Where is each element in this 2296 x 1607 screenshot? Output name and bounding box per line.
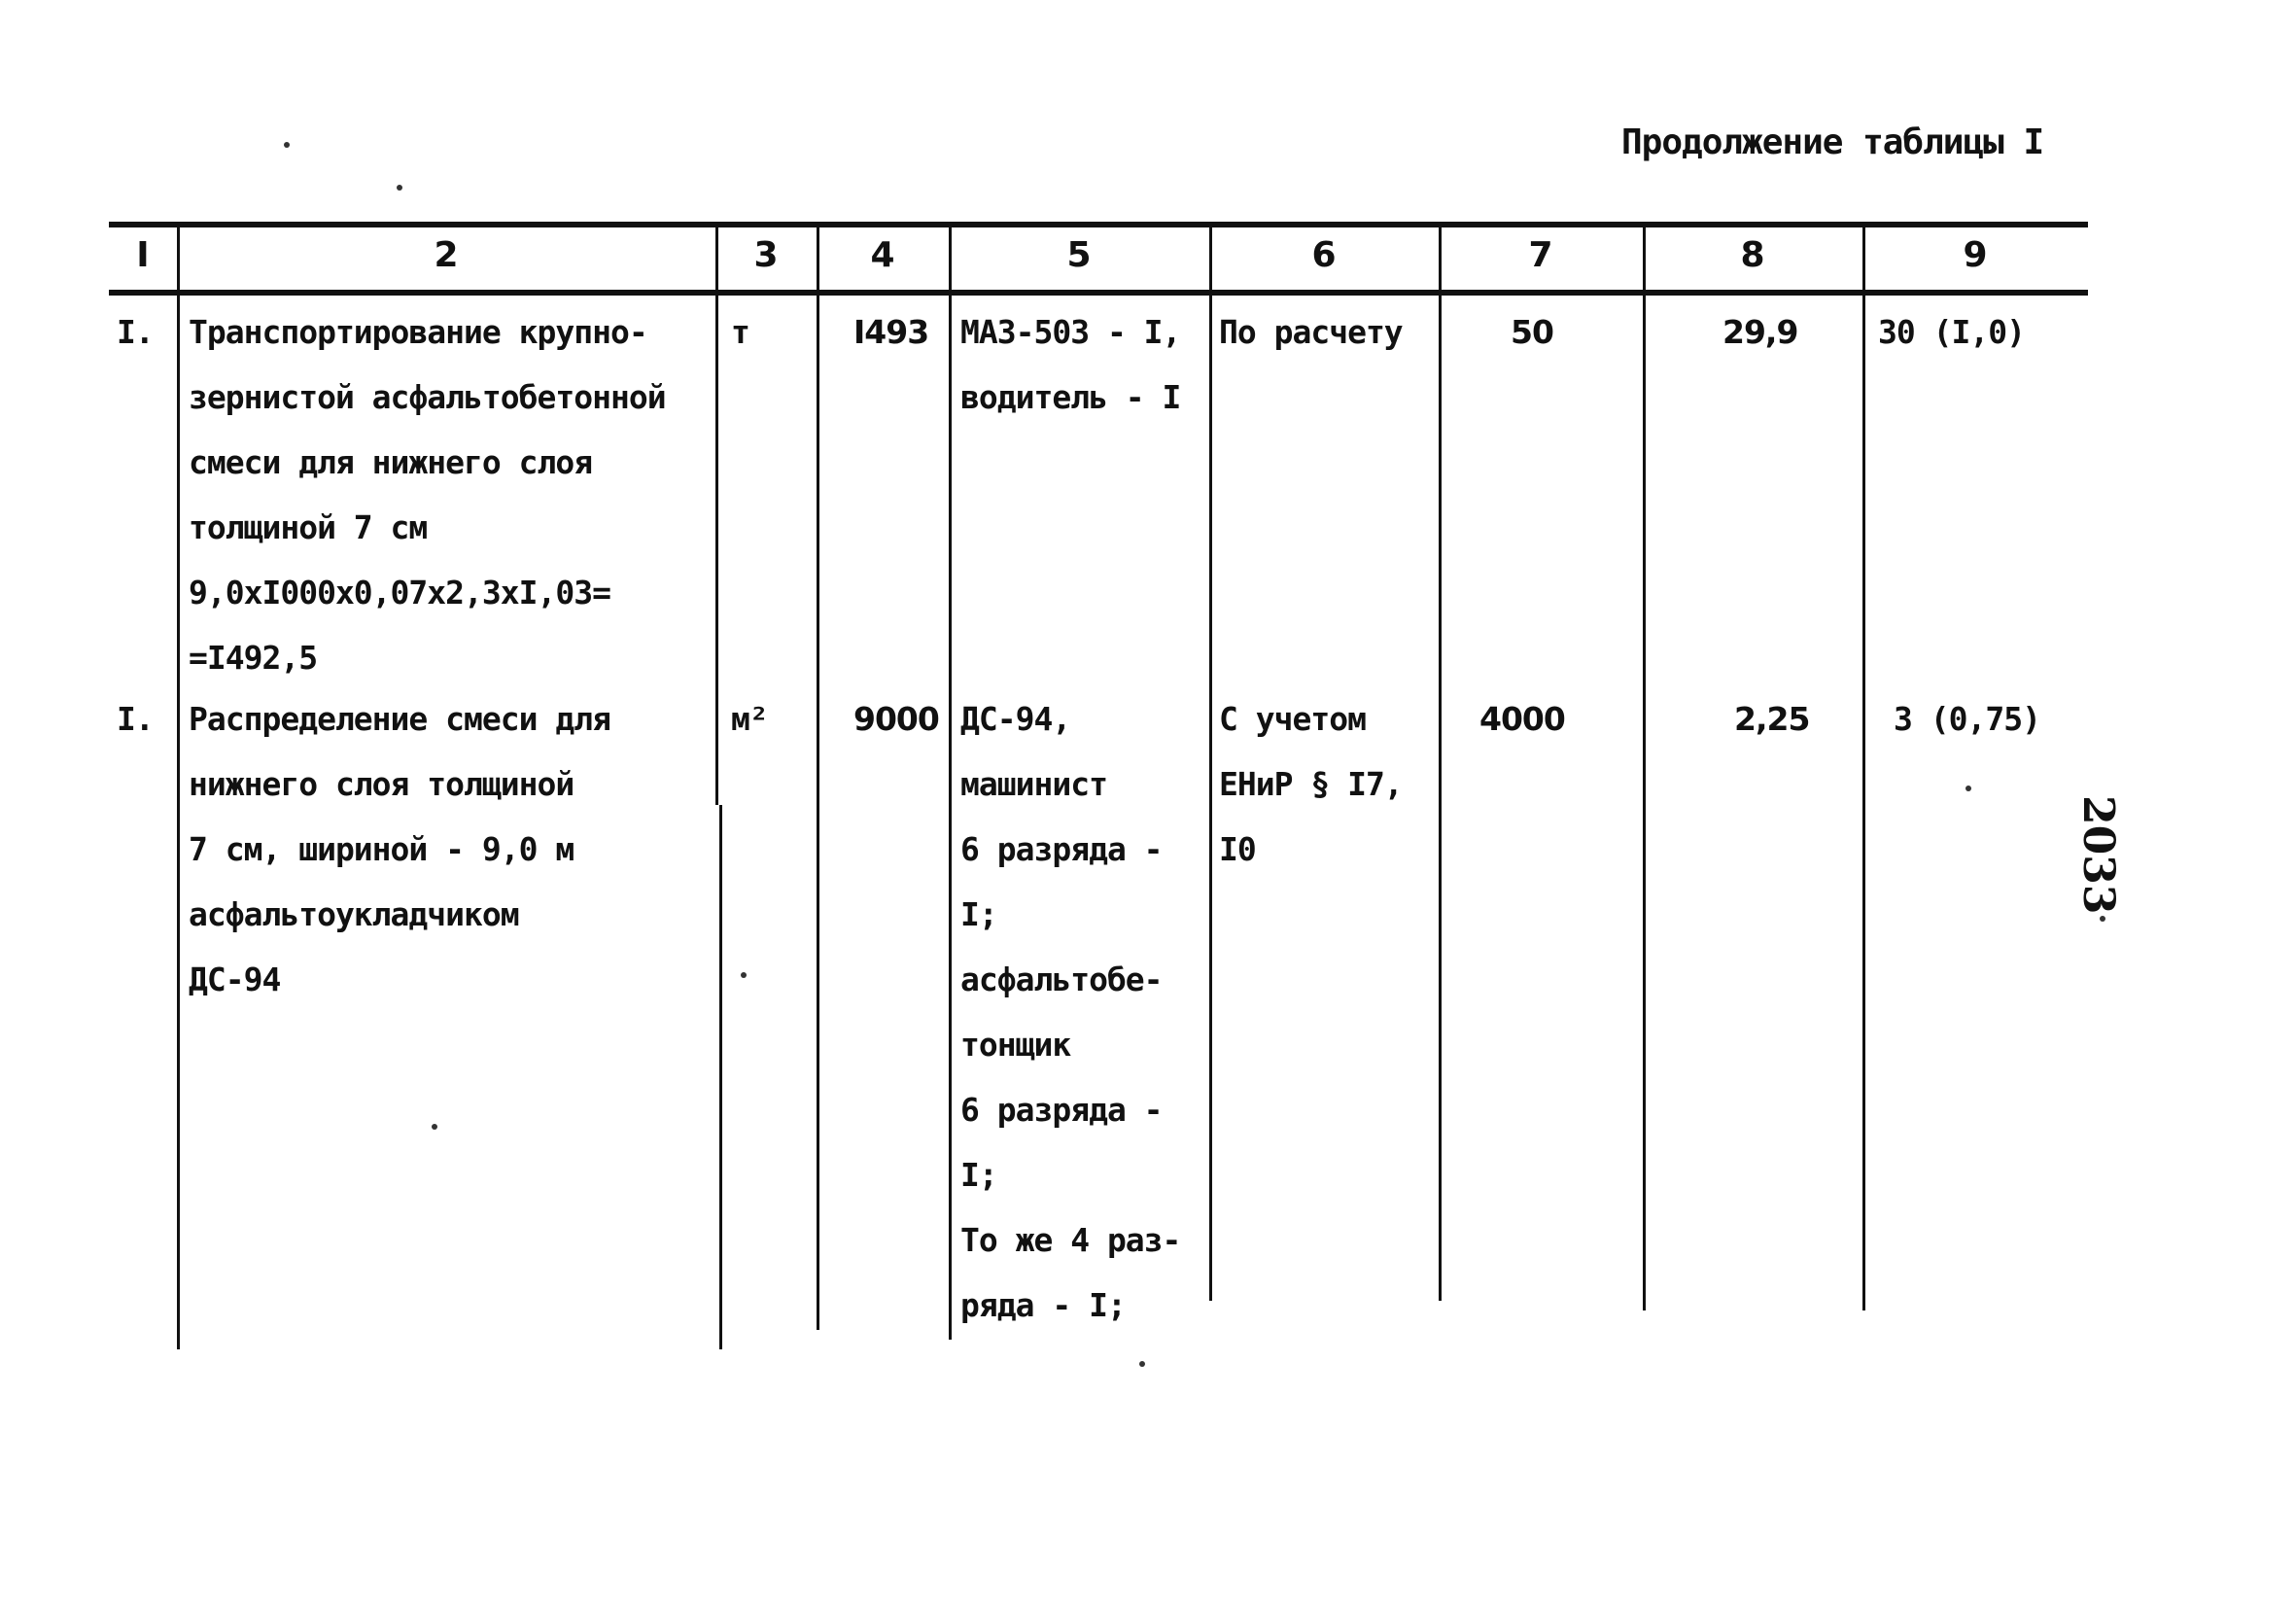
row1-norm: 50 (1511, 313, 1553, 351)
row1-quantity: I493 (853, 313, 929, 351)
col-sep-7 (1643, 222, 1646, 1310)
header-col-5: 5 (1066, 235, 1092, 275)
row1-basis: По расчету (1219, 313, 1403, 351)
col-sep-2 (715, 222, 718, 805)
header-bottom-rule (109, 290, 2088, 296)
header-col-8: 8 (1740, 235, 1765, 275)
row2-number: I. (117, 700, 154, 738)
row1-unit: т (731, 313, 749, 351)
scan-speck (1966, 786, 1971, 791)
col-sep-6 (1439, 222, 1442, 1301)
row1-value: 29,9 (1722, 313, 1798, 351)
row2-quantity: 9000 (853, 700, 939, 738)
col-sep-5 (1209, 222, 1212, 1301)
header-col-6: 6 (1311, 235, 1337, 275)
scan-speck (397, 185, 402, 191)
col-sep-3 (817, 222, 819, 1330)
col-sep-1 (177, 222, 180, 1349)
row2-value: 2,25 (1734, 700, 1810, 738)
row1-result: 30 (I,0) (1878, 313, 2025, 351)
row2-result: 3 (0,75) (1894, 700, 2040, 738)
row2-description: Распределение смеси для нижнего слоя толщиной 7 см, шириной - 9,0 м асфальтоукладчиком ДС-94 (189, 700, 610, 998)
header-col-2: 2 (434, 235, 459, 275)
page-number-vertical: 2033 (2073, 795, 2123, 915)
header-col-7: 7 (1528, 235, 1553, 275)
scan-speck (741, 972, 747, 978)
data-table (109, 222, 2088, 1349)
col-sep-4 (949, 222, 952, 1340)
header-col-1: I (136, 235, 150, 275)
row2-machinery: ДС-94, машинист 6 разряда - I; асфальтобе- тонщик 6 разряда - I; То же 4 раз- ряда - I; (960, 700, 1181, 1324)
col-sep-8 (1862, 222, 1865, 1310)
row2-basis: С учетом ЕНиР § I7, I0 (1219, 700, 1403, 868)
row2-unit: м² (731, 700, 768, 738)
row2-norm: 4000 (1479, 700, 1565, 738)
scan-speck (432, 1124, 437, 1130)
scan-speck (1139, 1361, 1145, 1367)
row1-number: I. (117, 313, 154, 351)
scan-speck (284, 142, 290, 148)
table-caption: Продолжение таблицы I (1621, 122, 2044, 162)
table-top-rule (109, 222, 2088, 227)
row1-description: Транспортирование крупно- зернистой асфальтобетонной смеси для нижнего слоя толщиной 7 см 9,0xI000x0,07x2,3xI,03= =I492,5 (189, 313, 666, 677)
header-col-9: 9 (1963, 235, 1988, 275)
col-sep-2b (719, 805, 722, 1349)
scan-speck (2100, 916, 2105, 922)
header-col-4: 4 (870, 235, 895, 275)
header-col-3: 3 (753, 235, 779, 275)
row1-machinery: МАЗ-503 - I, водитель - I (960, 313, 1181, 416)
